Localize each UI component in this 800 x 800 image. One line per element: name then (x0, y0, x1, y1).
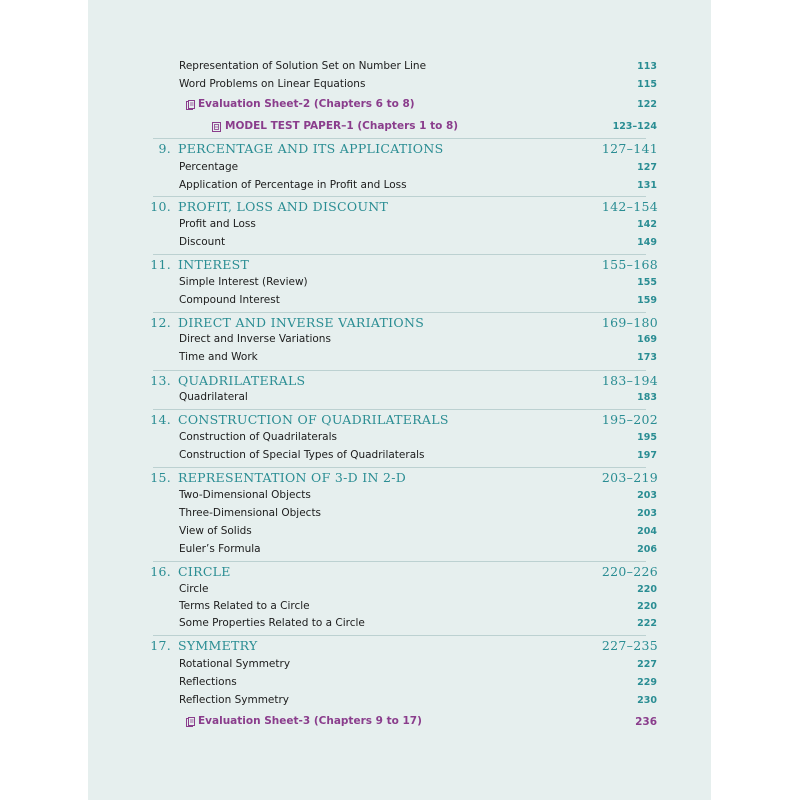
subtopic-page: 149 (637, 237, 657, 248)
subtopic-page: 127 (637, 162, 657, 173)
chapter-heading (88, 371, 711, 391)
subtopic-row (88, 274, 711, 292)
subtopic-title: Quadrilateral (179, 391, 248, 403)
subtopic-page: 173 (637, 352, 657, 363)
evaluation-sheet-row (88, 713, 711, 731)
document-icon (186, 100, 195, 110)
chapter-title: CIRCLE (178, 564, 231, 579)
chapter-heading (88, 139, 711, 159)
chapter-pages: 183–194 (601, 373, 658, 388)
subtopic-title: Direct and Inverse Variations (179, 333, 331, 345)
subtopic-page: 227 (637, 659, 657, 670)
subtopic-title: Time and Work (179, 351, 258, 363)
subtopic-row (88, 216, 711, 234)
chapter-title: PERCENTAGE AND ITS APPLICATIONS (178, 141, 444, 156)
subtopic-page: 203 (637, 508, 657, 519)
chapter-number: 10. (150, 199, 171, 214)
subtopic-row (88, 541, 711, 559)
subtopic-page: 230 (637, 695, 657, 706)
subtopic-page: 155 (637, 277, 657, 288)
subtopic-title: Simple Interest (Review) (179, 276, 308, 288)
subtopic-page: 142 (637, 219, 657, 230)
subtopic-title: Two-Dimensional Objects (179, 489, 311, 501)
evaluation-sheet-title: Evaluation Sheet-3 (Chapters 9 to 17) (198, 715, 422, 727)
subtopic-row (88, 523, 711, 541)
subtopic-row (88, 447, 711, 465)
chapter-heading (88, 197, 711, 217)
chapter-pages: 203–219 (601, 470, 658, 485)
chapter-number: 16. (150, 564, 171, 579)
subtopic-row (88, 349, 711, 367)
subtopic-row (88, 487, 711, 505)
subtopic-title: Construction of Quadrilaterals (179, 431, 337, 443)
chapter-number: 15. (150, 470, 171, 485)
subtopic-page: 220 (637, 584, 657, 595)
subtopic-row (88, 331, 711, 349)
subtopic-page: 169 (637, 334, 657, 345)
subtopic-row (88, 159, 711, 177)
subtopic-title: Reflections (179, 676, 237, 688)
subtopic-title: Reflection Symmetry (179, 694, 290, 706)
subtopic-row (88, 505, 711, 523)
subtopic-page: 197 (637, 450, 657, 461)
evaluation-sheet-page: 236 (635, 716, 657, 728)
chapter-number: 13. (150, 373, 171, 388)
subtopic-title: Profit and Loss (179, 218, 256, 230)
subtopic-row (88, 656, 711, 674)
subtopic-title: Representation of Solution Set on Number Line (179, 60, 427, 72)
subtopic-row (88, 674, 711, 692)
subtopic-row (88, 615, 711, 633)
subtopic-page: 183 (637, 392, 657, 403)
chapter-number: 17. (150, 638, 171, 653)
chapter-title: INTEREST (178, 257, 250, 272)
subtopic-page: 222 (637, 618, 657, 629)
subtopic-row (88, 429, 711, 447)
subtopic-title: Euler’s Formula (179, 543, 261, 555)
subtopic-row (88, 292, 711, 310)
chapter-pages: 142–154 (601, 199, 658, 214)
evaluation-sheet-title: Evaluation Sheet-2 (Chapters 6 to 8) (198, 98, 415, 110)
chapter-heading (88, 468, 711, 488)
chapter-title: QUADRILATERALS (178, 373, 306, 388)
chapter-heading (88, 313, 711, 333)
evaluation-sheet-page: 122 (637, 99, 657, 110)
subtopic-row (88, 598, 711, 616)
subtopic-title: Three-Dimensional Objects (179, 507, 322, 519)
chapter-heading (88, 562, 711, 582)
subtopic-title: Word Problems on Linear Equations (179, 78, 366, 90)
subtopic-title: Rotational Symmetry (179, 658, 291, 670)
chapter-title: SYMMETRY (178, 638, 258, 653)
subtopic-title: Percentage (179, 161, 239, 173)
chapter-number: 12. (150, 315, 171, 330)
chapter-title: PROFIT, LOSS AND DISCOUNT (178, 199, 389, 214)
subtopic-page: 113 (637, 61, 657, 72)
subtopic-title: Construction of Special Types of Quadrilaterals (179, 449, 425, 461)
subtopic-row (88, 581, 711, 599)
evaluation-sheet-row (88, 96, 711, 114)
subtopic-row (88, 76, 711, 94)
model-test-paper-title: MODEL TEST PAPER–1 (Chapters 1 to 8) (225, 120, 459, 132)
model-test-paper-page: 123–124 (612, 121, 657, 132)
subtopic-title: Compound Interest (179, 294, 280, 306)
chapter-pages: 227–235 (601, 638, 658, 653)
chapter-heading (88, 636, 711, 656)
subtopic-row (88, 692, 711, 710)
chapter-heading (88, 410, 711, 430)
subtopic-row (88, 234, 711, 252)
chapter-number: 14. (150, 412, 171, 427)
chapter-pages: 220–226 (601, 564, 658, 579)
chapter-pages: 195–202 (601, 412, 658, 427)
chapter-pages: 155–168 (601, 257, 658, 272)
subtopic-page: 229 (637, 677, 657, 688)
chapter-title: DIRECT AND INVERSE VARIATIONS (178, 315, 425, 330)
subtopic-title: View of Solids (179, 525, 252, 537)
model-test-paper-row (88, 118, 711, 136)
chapter-heading (88, 255, 711, 275)
subtopic-title: Terms Related to a Circle (179, 600, 310, 612)
subtopic-page: 159 (637, 295, 657, 306)
subtopic-page: 206 (637, 544, 657, 555)
chapter-pages: 169–180 (601, 315, 658, 330)
chapter-number: 9. (158, 141, 171, 156)
subtopic-title: Circle (179, 583, 209, 595)
subtopic-row (88, 177, 711, 195)
subtopic-page: 220 (637, 601, 657, 612)
subtopic-title: Application of Percentage in Profit and Loss (179, 179, 407, 191)
chapter-title: CONSTRUCTION OF QUADRILATERALS (178, 412, 449, 427)
subtopic-page: 115 (637, 79, 657, 90)
subtopic-page: 203 (637, 490, 657, 501)
subtopic-title: Discount (179, 236, 226, 248)
subtopic-row (88, 389, 711, 407)
subtopic-title: Some Properties Related to a Circle (179, 617, 365, 629)
subtopic-page: 195 (637, 432, 657, 443)
chapter-title: REPRESENTATION OF 3-D IN 2-D (178, 470, 407, 485)
chapter-number: 11. (150, 257, 171, 272)
subtopic-page: 204 (637, 526, 657, 537)
test-paper-icon (212, 122, 221, 132)
document-icon (186, 717, 195, 727)
contents-page (88, 0, 711, 800)
subtopic-page: 131 (637, 180, 657, 191)
chapter-pages: 127–141 (601, 141, 658, 156)
subtopic-row (88, 58, 711, 76)
